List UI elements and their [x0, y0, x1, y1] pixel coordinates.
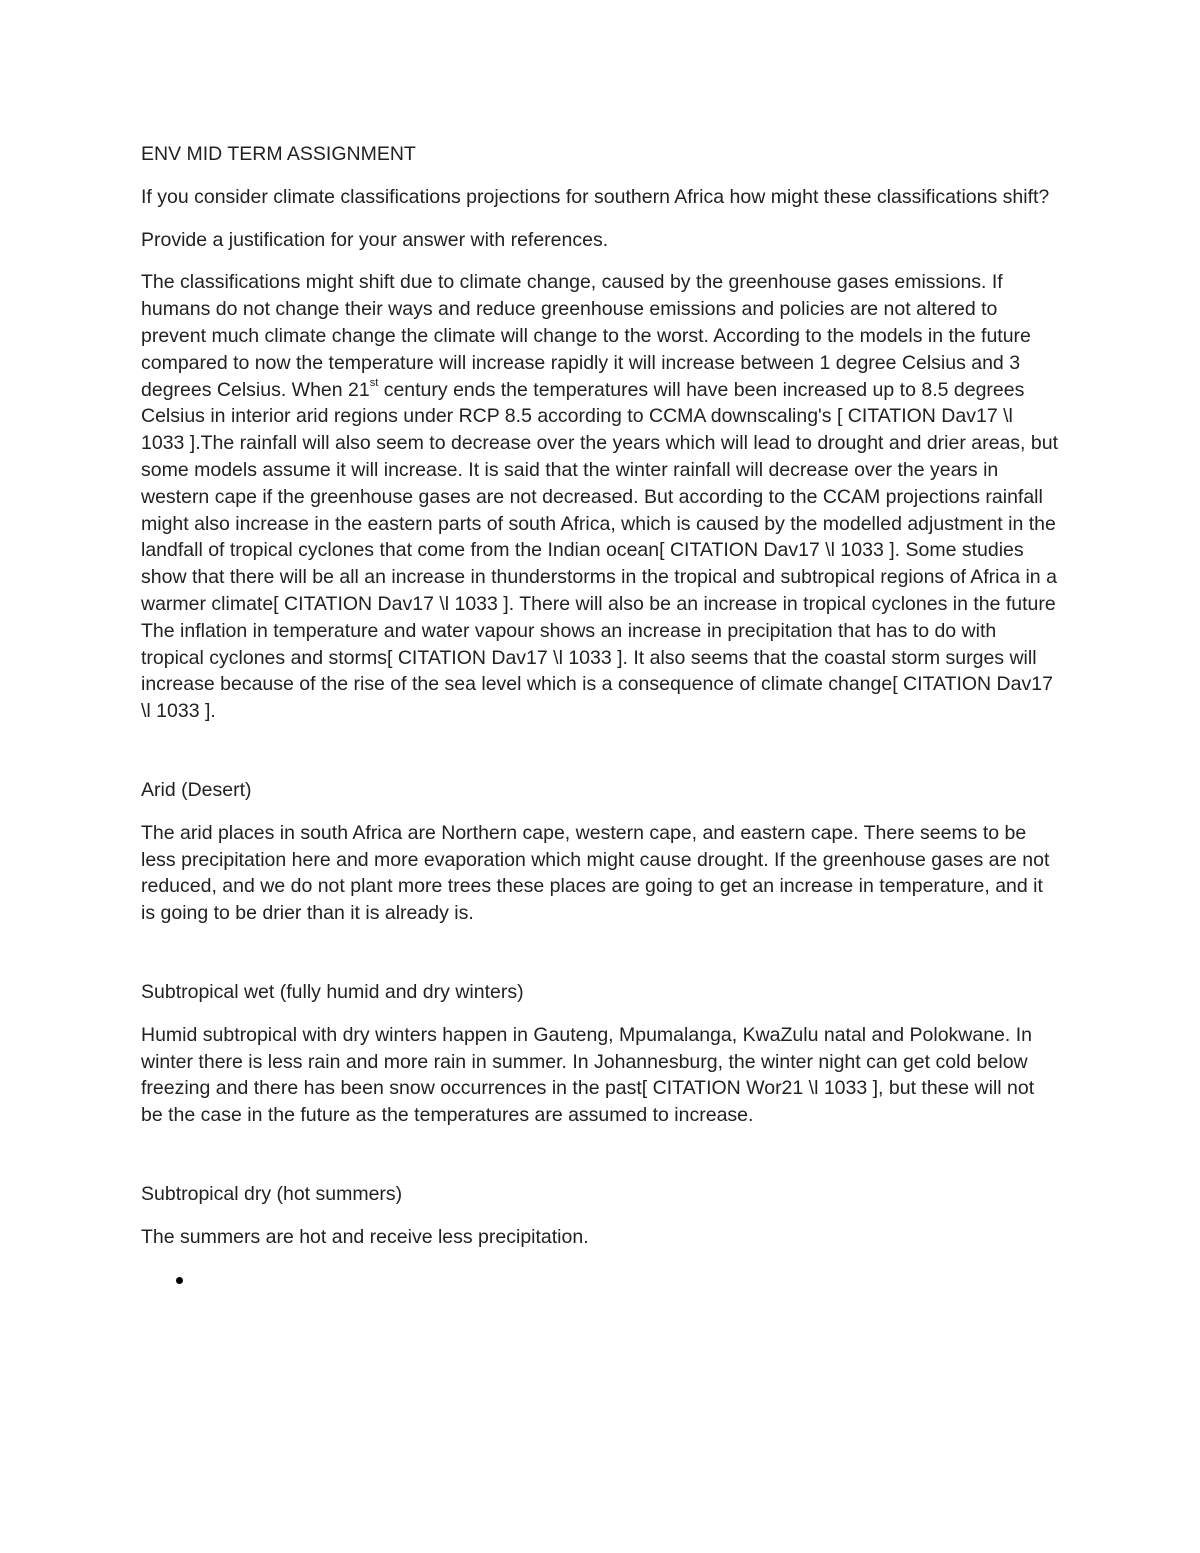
list-item — [141, 1267, 1061, 1293]
section-heading-subtropical-dry: Subtropical dry (hot summers) — [141, 1182, 403, 1205]
instruction-line: Provide a justification for your answer with references. — [141, 228, 609, 251]
section-spacer — [141, 741, 1061, 777]
section-heading-arid: Arid (Desert) — [141, 778, 252, 801]
section-body-subtropical-wet: Humid subtropical with dry winters happen in Gauteng, Mpumalanga, KwaZulu natal and Polokwane. In winter there is less rain and more rain in summer. In Johannesburg, the winter night can get cold below freezing and there has been snow occurrences in the past[ CITATION Wor21 \l 1033 ], but these will not be the case in the future as the temperatures are assumed to increase. — [141, 1023, 1035, 1127]
main-paragraph — [141, 269, 1061, 725]
document-title: ENV MID TERM ASSIGNMENT — [141, 143, 416, 165]
section-body-arid: The arid places in south Africa are Northern cape, western cape, and eastern cape. There seems to be less precipitation here and more evaporation which might cause drought. If the greenhouse gases are not reduced, and we do not plant more trees these places are going to get an increase in temperature, and it is going to be drier than it is already is. — [141, 821, 1050, 925]
document-body — [141, 141, 1061, 1293]
section-spacer — [141, 1145, 1061, 1181]
section-heading-subtropical-wet: Subtropical wet (fully humid and dry winters) — [141, 980, 524, 1003]
question-line: If you consider climate classifications projections for southern Africa how might these classifications shift? — [141, 185, 1050, 208]
ordinal-superscript: st — [369, 377, 379, 390]
section-spacer — [141, 943, 1061, 979]
section-body-subtropical-dry: The summers are hot and receive less precipitation. — [141, 1225, 589, 1248]
bullet-dot-icon — [176, 1277, 183, 1284]
bullet-list — [141, 1267, 1061, 1293]
main-paragraph-part2: century ends the temperatures will have been increased up to 8.5 degrees Celsius in interior arid regions under RCP 8.5 according to CCMA downscaling's [ CITATION Dav17 \l 1033 ].The rainfall will also seem to decrease over the years which will lead to drought and drier areas, but some models assume it will increase. It is said that the winter rainfall will decrease over the years in western cape if the greenhouse gases are not decreased. But according to the CCAM projections rainfall might also increase in the eastern parts of south Africa, which is caused by the modelled adjustment in the landfall of tropical cyclones that come from the Indian ocean[ CITATION Dav17 \l 1033 ]. Some studies show that there will be all an increase in thunderstorms in the tropical and subtropical regions of Africa in a warmer climate[ CITATION Dav17 \l 1033 ]. There will also be an increase in tropical cyclones in the future The inflation in temperature and water vapour shows an increase in precipitation that has to do with tropical cyclones and storms[ CITATION Dav17 \l 1033 ]. It also seems that the coastal storm surges will increase because of the rise of the sea level which is a consequence of climate change[ CITATION Dav17 \l 1033 ]. — [141, 378, 1058, 723]
main-paragraph-part1: The classifications might shift due to climate change, caused by the greenhouse gases emissions. If humans do not change their ways and reduce greenhouse emissions and policies are not altered to prevent much climate change the climate will change to the worst. According to the models in the future compared to now the temperature will increase rapidly it will increase between 1 degree Celsius and 3 degrees Celsius. When 21 — [141, 271, 1031, 401]
